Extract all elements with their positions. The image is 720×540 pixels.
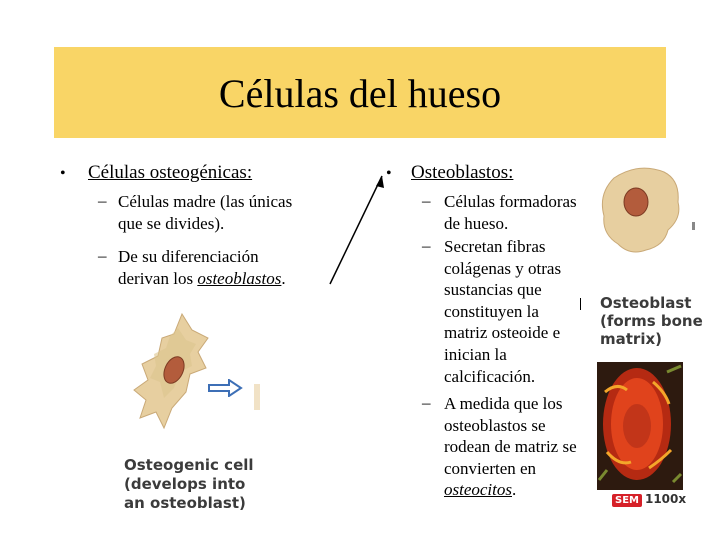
osteoblastos-link[interactable]: osteoblastos: [197, 268, 282, 288]
right-item-2-line-5: matriz osteoide e: [444, 323, 561, 343]
right-item-2-line-4: constituyen la: [444, 301, 539, 321]
osteoblast-caption: [600, 294, 703, 348]
left-item-2-suffix: .: [281, 268, 286, 288]
osteoblast-cell-image: [594, 160, 694, 260]
left-item-2-line-2: [118, 268, 286, 290]
osteogenic-caption-line-2: (develops into: [124, 475, 246, 493]
edge-fragment: [692, 222, 695, 230]
right-item-1-line-1: Células formadoras: [444, 192, 577, 211]
right-item-2-line-6: inician la: [444, 344, 507, 364]
right-item-3-line-3: rodean de matriz se: [444, 437, 577, 457]
right-item-2-line-2: colágenas y otras: [444, 258, 562, 278]
left-item-1-line-1: Células madre (las únicas: [118, 192, 293, 211]
right-item-3-suffix: .: [512, 480, 517, 500]
sem-magnification: 1100x: [644, 492, 687, 506]
bullet-dot-right: •: [386, 165, 392, 182]
osteogenic-caption: [124, 456, 254, 513]
heading-osteogenic: Células osteogénicas:: [88, 162, 253, 183]
right-item-3-line-5: [444, 479, 577, 501]
slide-title: Células del hueso: [218, 71, 502, 116]
dash-1-left: –: [98, 191, 107, 210]
right-item-2-line-7: calcificación.: [444, 366, 536, 386]
right-item-2-line-1: Secretan fibras: [444, 237, 546, 256]
osteoblast-caption-line-2: (forms bone: [600, 312, 703, 330]
bullet-dot-left: •: [60, 165, 66, 182]
right-item-3-line-1: A medida que los: [444, 394, 563, 413]
osteoblast-caption-line-1: Osteoblast: [600, 294, 692, 312]
right-item-3: [444, 393, 577, 501]
right-item-1-line-2: de hueso.: [444, 213, 509, 233]
dash-1-right: –: [422, 191, 431, 210]
osteogenic-caption-line-1: Osteogenic cell: [124, 456, 254, 474]
small-cell-fragment: [254, 384, 260, 410]
right-item-3-line-4: convierten en: [444, 458, 537, 478]
dash-2-right: –: [422, 236, 431, 255]
arrow-right-icon: [207, 379, 243, 397]
dash-3-right: –: [422, 393, 431, 412]
connector-arrow-icon: [320, 168, 390, 288]
osteogenic-cell-image: [120, 308, 240, 443]
left-item-2-line-1: De su diferenciación: [118, 247, 259, 266]
sem-label: [612, 492, 686, 507]
osteoblast-caption-line-3: matrix): [600, 330, 662, 348]
dash-2-left: –: [98, 246, 107, 265]
left-item-1: [118, 191, 292, 234]
osteocitos-link[interactable]: osteocitos: [444, 480, 512, 500]
sem-badge: SEM: [612, 494, 642, 507]
right-item-1: [444, 191, 577, 234]
right-item-2: [444, 236, 561, 387]
heading-osteoblastos: Osteoblastos:: [411, 162, 514, 183]
left-item-2: [118, 246, 286, 289]
sem-micrograph-image: [597, 362, 683, 490]
right-item-3-line-2: osteoblastos se: [444, 415, 546, 435]
left-item-1-line-2: que se divides).: [118, 213, 225, 233]
left-item-2-prefix: derivan los: [118, 268, 198, 288]
right-item-2-line-3: sustancias que: [444, 280, 542, 300]
separator-mark: [580, 298, 581, 310]
osteogenic-caption-line-3: an osteoblast): [124, 494, 246, 512]
